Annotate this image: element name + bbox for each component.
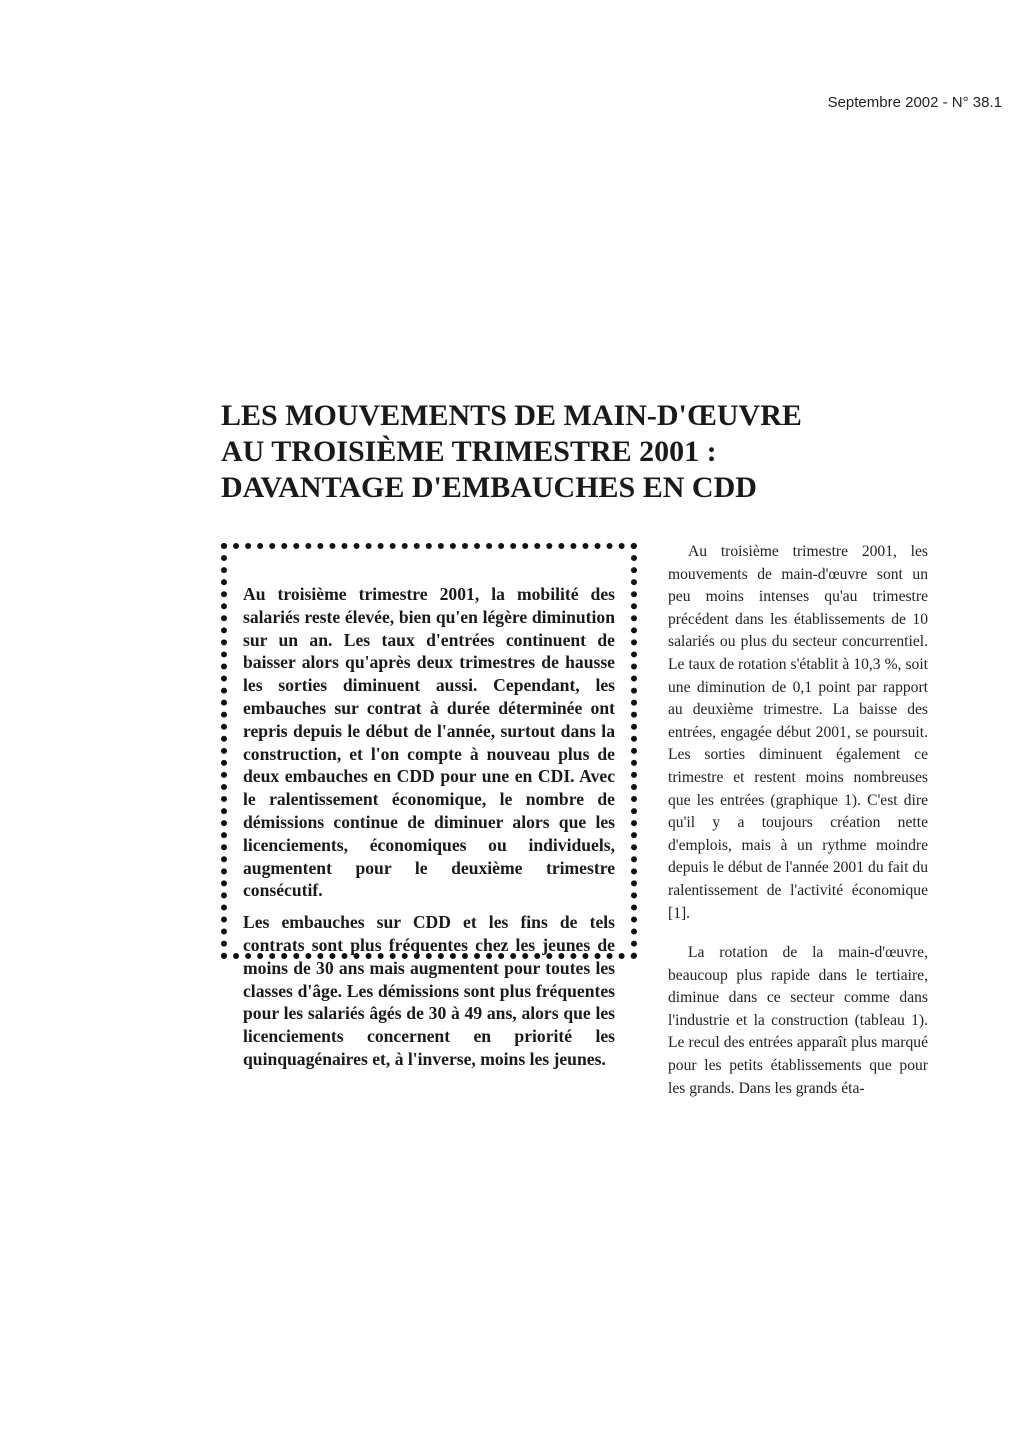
- summary-box: [221, 543, 637, 1069]
- article-title-line: DAVANTAGE D'EMBAUCHES EN CDD: [221, 471, 757, 504]
- summary-paragraph: Les embauches sur CDD et les fins de tels contrats sont plus fréquentes chez les jeunes de moins de 30 ans mais augmentent pour toutes les classes d'âge. Les démissions sont plus fréquentes pour les salariés âgés de 30 à 49 ans, alors que les licenciements concernent en priorité les quinquagénaires et, à l'inverse, moins les jeunes.: [243, 912, 615, 1069]
- summary-paragraph: Au troisième trimestre 2001, la mobilité des salariés reste élevée, bien qu'en légère diminution sur un an. Les taux d'entrées continuent de baisser alors qu'après deux trimestres de hausse les sorties diminuent aussi. Cependant, les embauches sur contrat à durée déterminée ont repris depuis le début de l'année, surtout dans la construction, et l'on compte à nouveau plus de deux embauches en CDD pour une en CDI. Avec le ralentissement économique, le nombre de démissions continue de diminuer alors que les licenciements, économiques ou individuels, augmentent pour le deuxième trimestre consécutif.: [243, 584, 615, 901]
- issue-reference: Septembre 2002 - N° 38.1: [827, 94, 1002, 111]
- article-title: [221, 398, 941, 506]
- body-paragraph: La rotation de la main-d'œuvre, beaucoup plus rapide dans le tertiaire, diminue dans ce secteur comme dans l'industrie et la construction (tableau 1). Le recul des entrées apparaît plus marqué pour les petits établissements que pour les grands. Dans les grands éta-: [668, 944, 928, 1097]
- body-text-column: [668, 541, 928, 1117]
- article-title-line: AU TROISIÈME TRIMESTRE 2001 :: [221, 435, 717, 468]
- article-title-line: LES MOUVEMENTS DE MAIN-D'ŒUVRE: [221, 399, 802, 432]
- body-paragraph: Au troisième trimestre 2001, les mouvements de main-d'œuvre sont un peu moins intenses qu'au trimestre précédent dans les établissements de 10 salariés ou plus du secteur concurrentiel. Le taux de rotation s'établit à 10,3 %, soit une diminution de 0,1 point par rapport au deuxième trimestre. La baisse des entrées, engagée début 2001, se poursuit. Les sorties diminuent également ce trimestre et restent moins nombreuses que les entrées (graphique 1). C'est dire qu'il y a toujours création nette d'emplois, mais à un rythme moindre depuis le début de l'année 2001 du fait du ralentissement de l'activité économique [1].: [668, 543, 928, 922]
